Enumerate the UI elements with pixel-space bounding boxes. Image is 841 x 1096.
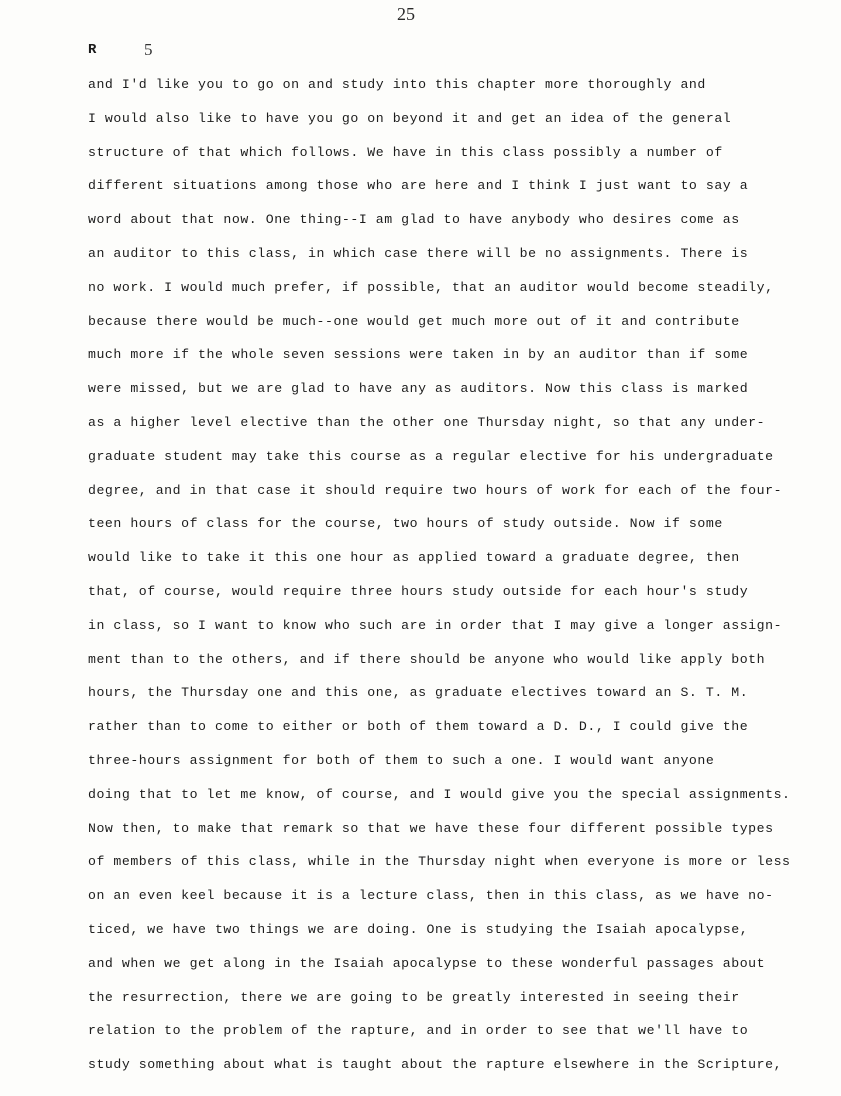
text-line: that, of course, would require three hours study outside for each hour's study <box>88 583 749 599</box>
text-line: degree, and in that case it should require two hours of work for each of the four- <box>88 482 783 498</box>
body-text <box>88 74 808 1088</box>
text-line: an auditor to this class, in which case there will be no assignments. There is <box>88 245 749 261</box>
reference-number: 5 <box>144 40 153 59</box>
text-line: the resurrection, there we are going to be greatly interested in seeing their <box>88 989 740 1005</box>
text-line: structure of that which follows. We have in this class possibly a number of <box>88 144 723 160</box>
text-line: as a higher level elective than the other one Thursday night, so that any under- <box>88 414 766 430</box>
reference-mark: R <box>88 42 97 58</box>
text-line: ment than to the others, and if there should be anyone who would like apply both <box>88 651 766 667</box>
text-line: ticed, we have two things we are doing. One is studying the Isaiah apocalypse, <box>88 921 749 937</box>
text-line: study something about what is taught about the rapture elsewhere in the Scripture, <box>88 1057 783 1073</box>
text-line: and I'd like you to go on and study into this chapter more thoroughly and <box>88 77 706 92</box>
text-line: I would also like to have you go on beyond it and get an idea of the general <box>88 110 732 126</box>
text-line: doing that to let me know, of course, and I would give you the special assignments. <box>88 786 791 802</box>
text-line: no work. I would much prefer, if possible, that an auditor would become steadily, <box>88 279 774 295</box>
text-line: because there would be much--one would get much more out of it and contribute <box>88 313 740 329</box>
page-number: 25 <box>397 4 415 24</box>
text-line: different situations among those who are here and I think I just want to say a <box>88 178 749 194</box>
text-line: on an even keel because it is a lecture class, then in this class, as we have no- <box>88 888 774 904</box>
text-line: much more if the whole seven sessions were taken in by an auditor than if some <box>88 347 749 363</box>
text-line: hours, the Thursday one and this one, as graduate electives toward an S. T. M. <box>88 685 749 701</box>
text-line: would like to take it this one hour as applied toward a graduate degree, then <box>88 550 740 566</box>
text-line: in class, so I want to know who such are in order that I may give a longer assign- <box>88 617 783 633</box>
text-line: word about that now. One thing--I am glad to have anybody who desires come as <box>88 212 740 228</box>
text-line: three-hours assignment for both of them to such a one. I would want anyone <box>88 752 715 768</box>
text-line: and when we get along in the Isaiah apocalypse to these wonderful passages about <box>88 955 766 971</box>
text-line: relation to the problem of the rapture, and in order to see that we'll have to <box>88 1023 749 1039</box>
text-line: teen hours of class for the course, two hours of study outside. Now if some <box>88 516 723 532</box>
text-line: rather than to come to either or both of them toward a D. D., I could give the <box>88 719 749 735</box>
text-line: graduate student may take this course as a regular elective for his undergraduate <box>88 448 774 464</box>
text-line: Now then, to make that remark so that we have these four different possible types <box>88 820 774 836</box>
text-line: of members of this class, while in the Thursday night when everyone is more or less <box>88 854 791 870</box>
text-line: were missed, but we are glad to have any as auditors. Now this class is marked <box>88 381 749 397</box>
